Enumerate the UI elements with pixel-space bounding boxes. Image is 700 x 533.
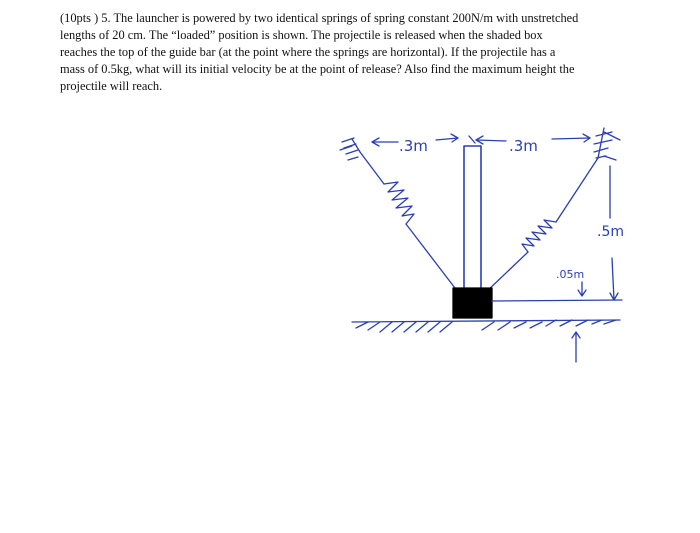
height-label: .5m bbox=[597, 224, 624, 240]
problem-line-5: projectile will reach. bbox=[60, 79, 163, 93]
problem-line-4: mass of 0.5kg, what will its initial velocity be at the point of release? Also find the maximum height the bbox=[60, 62, 575, 76]
problem-line-1: (10pts ) 5. The launcher is powered by two identical springs of spring constant 200N/m with unstretched bbox=[60, 11, 579, 25]
left-spring bbox=[360, 152, 458, 292]
top-dimension-tick bbox=[469, 136, 475, 143]
ground-arrow bbox=[572, 332, 580, 362]
left-wall-support bbox=[340, 138, 360, 160]
problem-line-3: reaches the top of the guide bar (at the point where the springs are horizontal). If the projectile has a bbox=[60, 45, 556, 59]
offset-arrow bbox=[578, 282, 586, 296]
projectile-box bbox=[453, 288, 492, 318]
right-wall-support bbox=[594, 128, 620, 158]
left-width-label: .3m bbox=[399, 137, 428, 155]
box-reference-line bbox=[492, 300, 622, 301]
right-width-label: .3m bbox=[509, 137, 538, 155]
problem-line-2: lengths of 20 cm. The “loaded” position is shown. The projectile is released when the shaded box bbox=[60, 28, 543, 42]
guide-bar bbox=[464, 146, 481, 292]
ground bbox=[352, 320, 620, 332]
offset-label: .05m bbox=[556, 268, 585, 281]
